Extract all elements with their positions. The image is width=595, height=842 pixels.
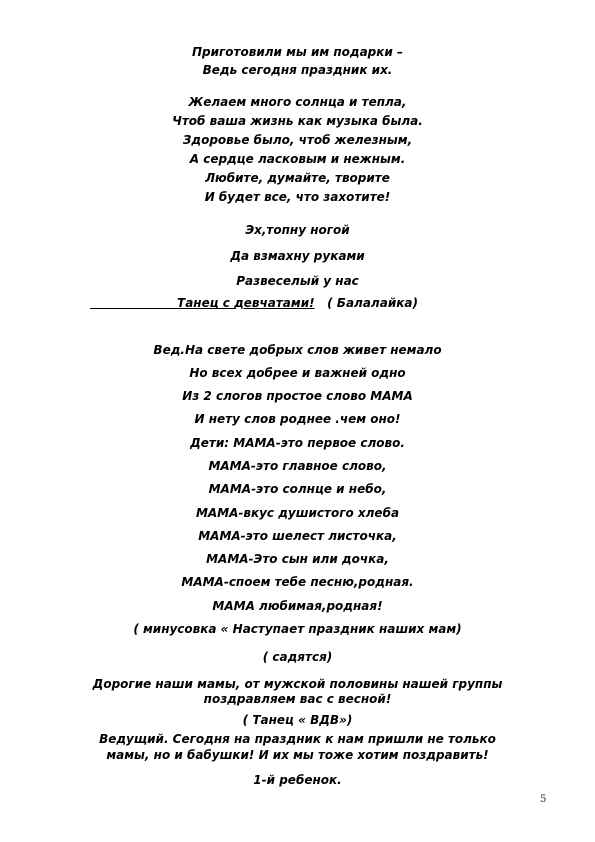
text-line: Здоровье было, чтоб железным, [182,133,413,147]
text-line: поздравляем вас с весной! [203,692,392,706]
text-line: Ведущий. Сегодня на праздник к нам пришли не только [99,732,496,746]
text-line: Но всех добрее и важней одно [189,366,406,380]
text-line: МАМА-споем тебе песню,родная. [181,575,414,589]
text-line: Из 2 слогов простое слово МАМА [182,389,413,403]
text-segment: ( Балалайка) [327,296,418,310]
text-line: МАМА-это шелест листочка, [198,529,397,543]
text-line: Желаем много солнца и тепла, [188,95,407,109]
text-line: Развеселый у нас [236,274,359,288]
text-line: мамы, но и бабушки! И их мы тоже хотим поздравить! [106,748,489,762]
text-line: ( садятся) [262,650,333,664]
text-line: И будет все, что захотите! [204,190,391,204]
page-number: 5 [540,794,547,805]
underline-rule [90,308,236,309]
text-line: МАМА-это главное слово, [208,459,387,473]
text-line: Ведь сегодня праздник их. [202,63,393,77]
underlined-text: Танец с девчатами! [177,296,315,310]
text-line: Любите, думайте, творите [205,171,390,185]
text-line: Дорогие наши мамы, от мужской половины нашей группы [92,677,503,691]
text-line: Приготовили мы им подарки – [191,45,403,59]
text-line: И нету слов роднее .чем оно! [194,412,401,426]
text-line: МАМА-это солнце и небо, [208,482,387,496]
text-line: ( минусовка « Наступает праздник наших мам) [133,622,462,636]
text-line: Чтоб ваша жизнь как музыка была. [172,114,423,128]
text-line: МАМА любимая,родная! [212,599,383,613]
text-line: МАМА-Это сын или дочка, [206,552,389,566]
text-line: Эх,топну ногой [245,223,350,237]
text-line: Вед.На свете добрых слов живет немало [153,343,442,357]
text-line: Да взмахну руками [230,249,365,263]
text-line: 1-й ребенок. [253,773,342,787]
text-line: Дети: МАМА-это первое слово. [190,436,405,450]
text-line: ( Танец « ВДВ») [242,713,353,727]
text-line: МАМА-вкус душистого хлеба [195,506,400,520]
text-line: А сердце ласковым и нежным. [189,152,406,166]
